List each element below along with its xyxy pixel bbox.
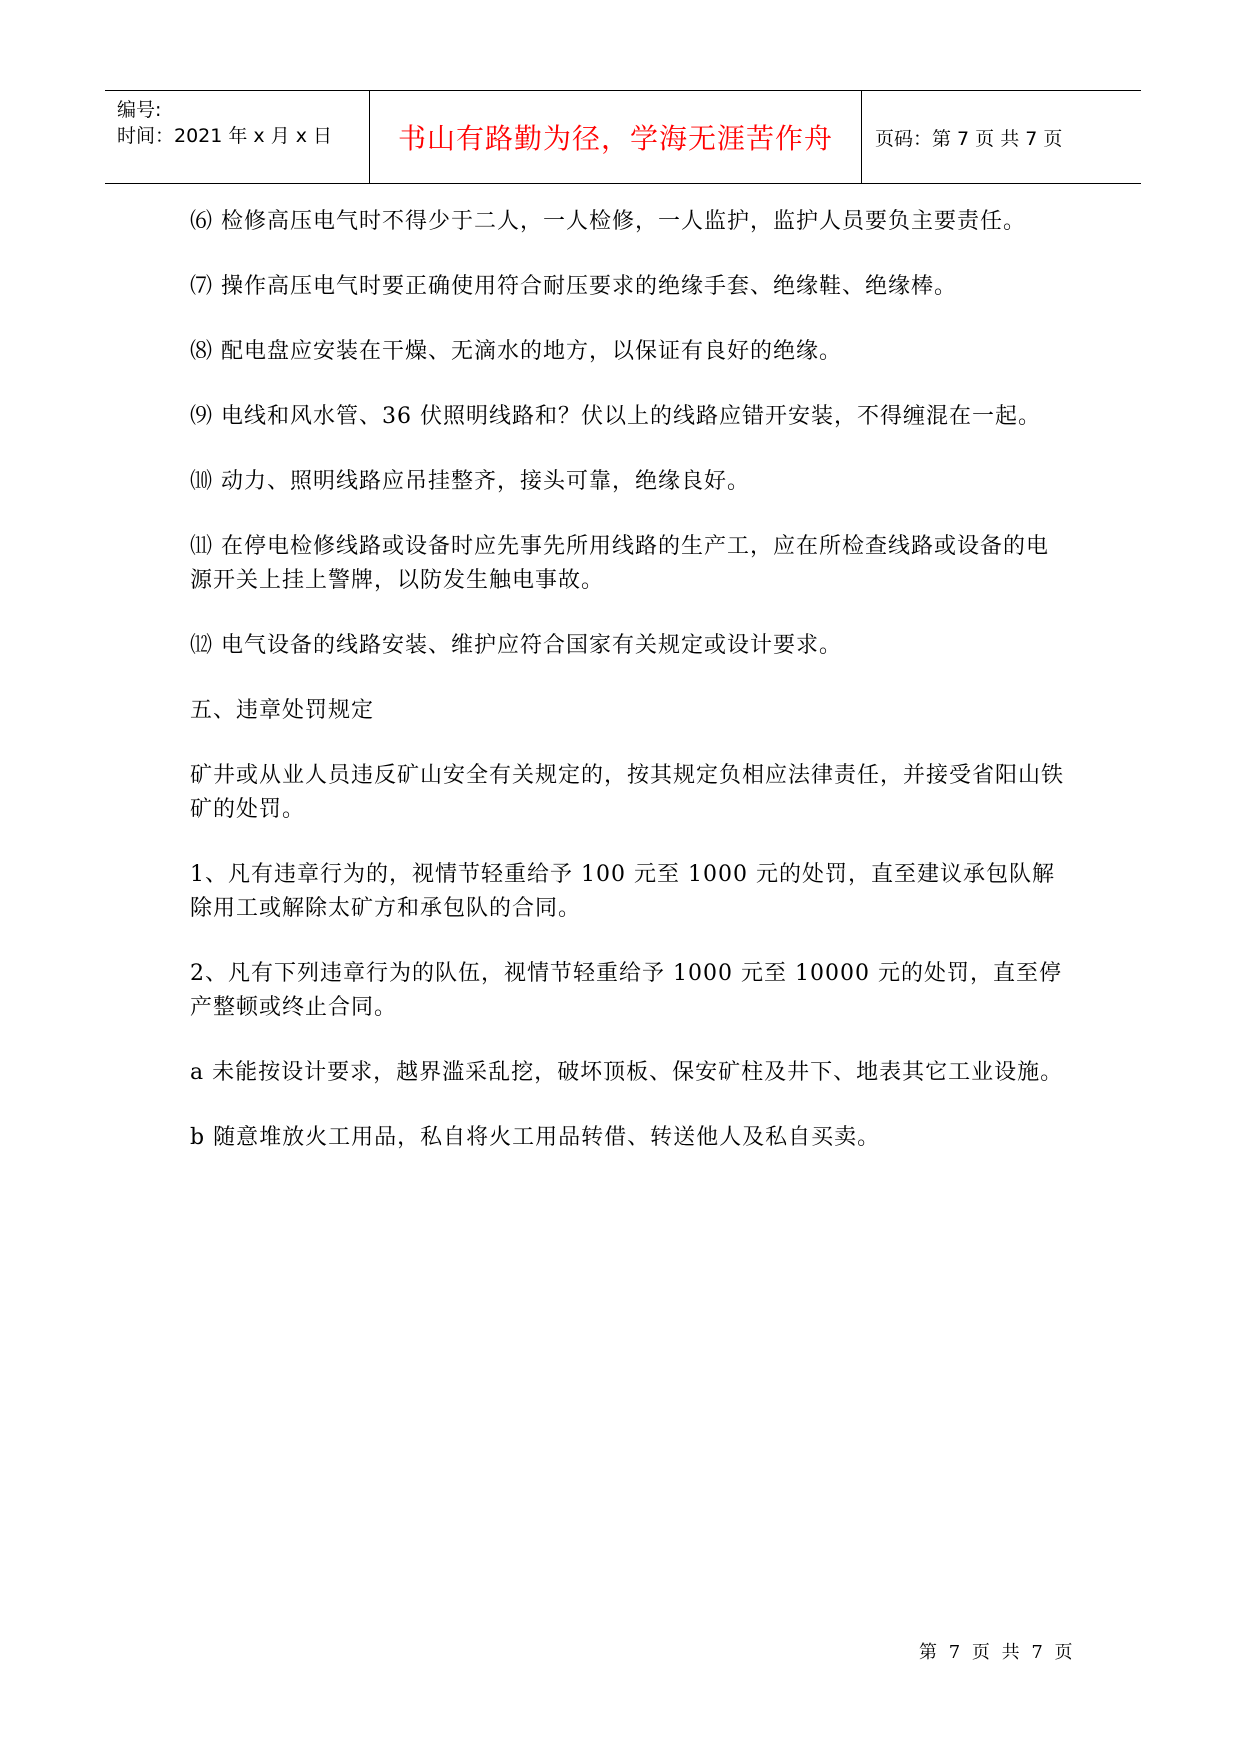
paragraph: 2、凡有下列违章行为的队伍，视情节轻重给予 1000 元至 10000 元的处罚，直至停产整顿或终止合同。 <box>190 961 1062 1020</box>
paragraph: ⑿ 电气设备的线路安装、维护应符合国家有关规定或设计要求。 <box>190 633 842 658</box>
document-header <box>105 90 1141 184</box>
header-divider <box>861 91 862 183</box>
paragraph: ⑺ 操作高压电气时要正确使用符合耐压要求的绝缘手套、绝缘鞋、绝缘棒。 <box>190 274 957 299</box>
paragraph: b 随意堆放火工用品，私自将火工用品转借、转送他人及私自买卖。 <box>190 1125 881 1150</box>
header-motto: 书山有路勤为径，学海无涯苦作舟 <box>397 122 833 155</box>
header-page-number: 页码：第 7 页 共 7 页 <box>875 127 1063 150</box>
paragraph: 1、凡有违章行为的，视情节轻重给予 100 元至 1000 元的处罚，直至建议承包队解除用工或解除太矿方和承包队的合同。 <box>190 862 1055 921</box>
footer-page-number: 第 7 页 共 7 页 <box>919 1642 1073 1663</box>
paragraph: ⑼ 电线和风水管、36 伏照明线路和？伏以上的线路应错开安装，不得缠混在一起。 <box>190 404 1041 429</box>
paragraph: ⑽ 动力、照明线路应吊挂整齐，接头可靠，绝缘良好。 <box>190 469 750 494</box>
code-label: 编号: <box>117 99 162 121</box>
paragraph: ⑹ 检修高压电气时不得少于二人，一人检修，一人监护，监护人员要负主要责任。 <box>190 209 1026 234</box>
paragraph: ⑾ 在停电检修线路或设备时应先事先所用线路的生产工，应在所检查线路或设备的电源开关上挂上警牌，以防发生触电事故。 <box>190 534 1049 593</box>
paragraph: ⑻ 配电盘应安装在干燥、无滴水的地方，以保证有良好的绝缘。 <box>190 339 842 364</box>
paragraph: 矿井或从业人员违反矿山安全有关规定的，按其规定负相应法律责任，并接受省阳山铁矿的处罚。 <box>190 763 1065 822</box>
paragraph: a 未能按设计要求，越界滥采乱挖，破坏顶板、保安矿柱及井下、地表其它工业设施。 <box>190 1060 1064 1085</box>
document-body <box>190 205 1065 1186</box>
time-label: 时间：2021 年 x 月 x 日 <box>117 125 333 147</box>
section-heading: 五、违章处罚规定 <box>190 698 375 723</box>
